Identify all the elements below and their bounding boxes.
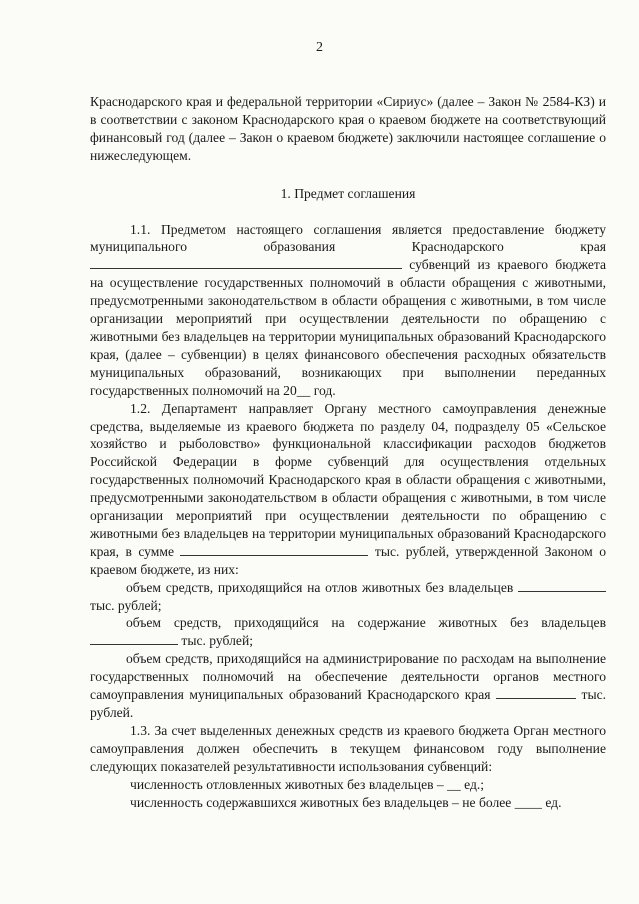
clause-1-2-text-cont: тыс. рублей, утвержденной Законом о краевом бюджете, из них: <box>90 543 606 577</box>
document-body <box>90 93 606 811</box>
page-number: 2 <box>316 40 323 55</box>
section-title: 1. Предмет соглашения <box>280 185 416 201</box>
list-item-admin-text: объем средств, приходящийся на администрирование по расходам на выполнение государственных полномочий на обеспечение деятельности органов местного самоуправления муниципальных образований Краснодарского края <box>90 651 606 703</box>
list-item-capture <box>90 579 606 615</box>
municipality-blank <box>90 256 402 269</box>
admin-amount-blank <box>496 686 576 699</box>
indicator-captured: численность отловленных животных без владельцев – __ ед.; <box>130 776 485 792</box>
indicator-kept: численность содержавшихся животных без владельцев – не более ____ ед. <box>130 794 562 810</box>
clause-1-2 <box>90 400 606 579</box>
keeping-amount-blank <box>90 632 178 645</box>
clause-1-1-text-cont: субвенций из краевого бюджета на осуществление государственных полномочий в области обращения с животными, предусмотренными законодательством в области обращения с животными, в том числе организации мероприятий при осуществлении деятельности по обращению с животными без владельцев на территории муниципальных образований Краснодарского края, (далее – субвенции) в целях финансового обеспечения расходных обязательств муниципальных образований, возникающих при выполнении переданных государственных полномочий на 20__ год. <box>90 257 606 398</box>
intro-paragraph: Краснодарского края и федеральной территории «Сириус» (далее – Закон № 2584-КЗ) и в соответствии с законом Краснодарского края о краевом бюджете на соответствующий финансовый год (далее – Закон о краевом бюджете) заключили настоящее соглашение о нижеследующем. <box>90 94 606 163</box>
list-item-keeping-text: объем средств, приходящийся на содержание животных без владельцев <box>126 615 606 631</box>
list-item-admin <box>90 650 606 722</box>
list-item-keeping-unit: тыс. рублей; <box>181 633 253 649</box>
capture-amount-blank <box>518 579 606 592</box>
clause-1-1-text: 1.1. Предметом настоящего соглашения является предоставление бюджету муниципального образования Краснодарского края <box>90 221 606 255</box>
clause-1-2-text: 1.2. Департамент направляет Органу местного самоуправления денежные средства, выделяемые из краевого бюджета по разделу 04, подразделу 05 «Сельское хозяйство и рыболовство» функциональной классификации расходов бюджетов Российской Федерации в форме субвенций для осуществления отдельных государственных полномочий Краснодарского края в области обращения с животными, предусмотренными законодательством в области обращения с животными, в том числе организации мероприятий при осуществлении деятельности по обращению с животными без владельцев на территории муниципальных образований Краснодарского края, в сумме <box>90 400 606 559</box>
list-item-keeping <box>90 614 606 650</box>
clause-1-1 <box>90 221 606 400</box>
list-item-admin-unit: тыс. рублей. <box>90 687 607 720</box>
clause-1-3: 1.3. За счет выделенных денежных средств из краевого бюджета Орган местного самоуправления должен обеспечить в текущем финансовом году выполнение следующих показателей результативности использования субвенций: <box>90 722 606 774</box>
sum-blank <box>180 543 368 556</box>
list-item-capture-unit: тыс. рублей; <box>90 597 162 613</box>
list-item-capture-text: объем средств, приходящийся на отлов животных без владельцев <box>126 579 514 595</box>
